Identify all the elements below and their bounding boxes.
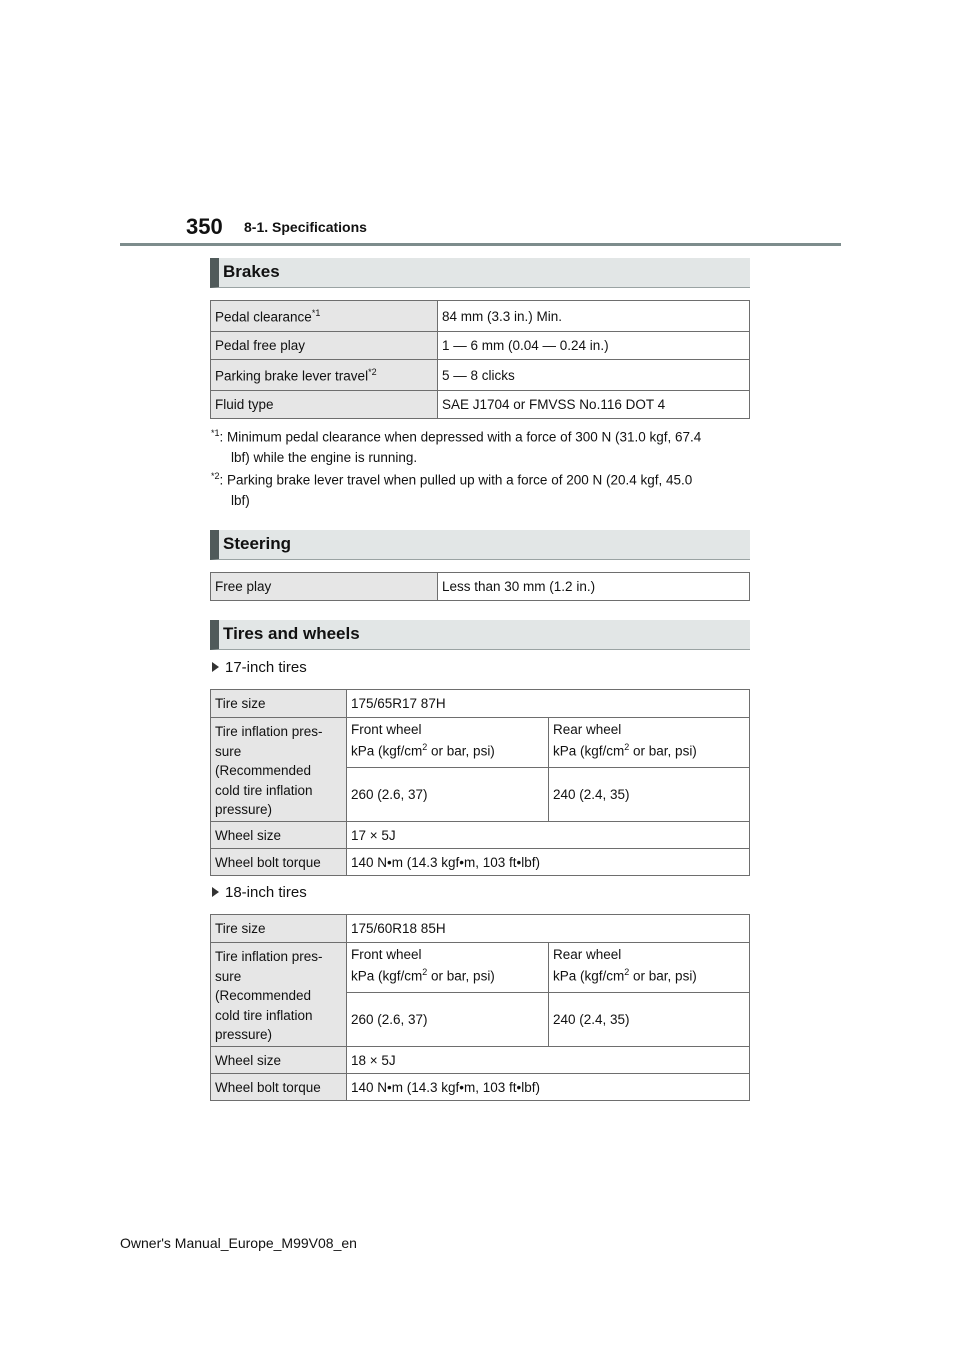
tires-18-table xyxy=(210,914,750,1101)
table-row xyxy=(211,822,750,849)
wheel-size-label: Wheel size xyxy=(211,822,347,849)
wheel-bolt-torque-value: 140 N•m (14.3 kgf•m, 103 ft•lbf) xyxy=(347,849,750,876)
rear-wheel-header: Rear wheel kPa ($kgf/cm^2$ or bar, psi) xyxy=(549,943,750,993)
rear-pressure-value: 240 (2.4, 35) xyxy=(549,993,750,1047)
tire-size-value: 175/60R18 85H xyxy=(347,915,750,943)
wheel-size-label: Wheel size xyxy=(211,1047,347,1074)
table-row xyxy=(211,718,750,768)
pedal-clearance-label: Pedal clearance$^{*1}$ xyxy=(211,301,438,332)
wheel-bolt-torque-value: 140 N•m (14.3 kgf•m, 103 ft•lbf) xyxy=(347,1074,750,1101)
brakes-table xyxy=(210,300,750,419)
parking-brake-travel-value: 5 — 8 clicks xyxy=(438,360,750,391)
tire-size-label: Tire size xyxy=(211,915,347,943)
footnote-2: $^{*2}$: Parking brake lever travel when pulled up with a force of 200 N (20.4 kgf, 45.0 lbf) xyxy=(211,471,693,508)
free-play-value: Less than 30 mm (1.2 in.) xyxy=(438,573,750,601)
table-row xyxy=(211,391,750,419)
tires-heading: Tires and wheels xyxy=(223,624,360,643)
tires-heading-bar xyxy=(210,620,750,650)
triangle-bullet-icon xyxy=(212,662,219,672)
steering-heading: Steering xyxy=(223,534,292,553)
pedal-free-play-value: 1 — 6 mm (0.04 — 0.24 in.) xyxy=(438,332,750,360)
footer-text: Owner's Manual_Europe_M99V08_en xyxy=(120,1235,357,1251)
section-title: 8-1. Specifications xyxy=(244,219,367,235)
wheel-size-value: 17 × 5J xyxy=(347,822,750,849)
tire-inflation-label: Tire inflation pres- sure (Recommended cold tire inflation pressure) xyxy=(211,718,347,822)
tires-17-table xyxy=(210,689,750,876)
subheading-18-inch: 18-inch tires xyxy=(212,884,307,901)
fluid-type-label: Fluid type xyxy=(211,391,438,419)
front-pressure-value: 260 (2.6, 37) xyxy=(347,768,549,822)
triangle-bullet-icon xyxy=(212,887,219,897)
brakes-heading-bar xyxy=(210,258,750,288)
table-row xyxy=(211,301,750,332)
fluid-type-value: SAE J1704 or FMVSS No.116 DOT 4 xyxy=(438,391,750,419)
table-row xyxy=(211,573,750,601)
footnote-1: $^{*1}$: Minimum pedal clearance when depressed with a force of 300 N (31.0 kgf, 67.4 lbf) while the engine is running. xyxy=(211,428,702,465)
table-row xyxy=(211,690,750,718)
wheel-bolt-torque-label: Wheel bolt torque xyxy=(211,849,347,876)
parking-brake-travel-label: Parking brake lever travel$^{*2}$ xyxy=(211,360,438,391)
table-row xyxy=(211,943,750,993)
wheel-bolt-torque-label: Wheel bolt torque xyxy=(211,1074,347,1101)
rear-pressure-value: 240 (2.4, 35) xyxy=(549,768,750,822)
table-row xyxy=(211,1047,750,1074)
wheel-size-value: 18 × 5J xyxy=(347,1047,750,1074)
steering-table xyxy=(210,572,750,601)
table-row xyxy=(211,1074,750,1101)
table-row xyxy=(211,849,750,876)
pedal-free-play-label: Pedal free play xyxy=(211,332,438,360)
steering-heading-bar xyxy=(210,530,750,560)
free-play-label: Free play xyxy=(211,573,438,601)
tire-size-value: 175/65R17 87H xyxy=(347,690,750,718)
tire-size-label: Tire size xyxy=(211,690,347,718)
subheading-17-inch: 17-inch tires xyxy=(212,659,307,676)
tire-inflation-label: Tire inflation pres- sure (Recommended cold tire inflation pressure) xyxy=(211,943,347,1047)
header-divider xyxy=(120,243,841,246)
page-number: 350 xyxy=(186,214,223,239)
table-row xyxy=(211,360,750,391)
brakes-heading: Brakes xyxy=(223,262,280,281)
front-wheel-header: Front wheel kPa ($kgf/cm^2$ or bar, psi) xyxy=(347,943,549,993)
table-row xyxy=(211,915,750,943)
front-pressure-value: 260 (2.6, 37) xyxy=(347,993,549,1047)
front-wheel-header: Front wheel kPa ($kgf/cm^2$ or bar, psi) xyxy=(347,718,549,768)
rear-wheel-header: Rear wheel kPa ($kgf/cm^2$ or bar, psi) xyxy=(549,718,750,768)
table-row xyxy=(211,332,750,360)
pedal-clearance-value: 84 mm (3.3 in.) Min. xyxy=(438,301,750,332)
